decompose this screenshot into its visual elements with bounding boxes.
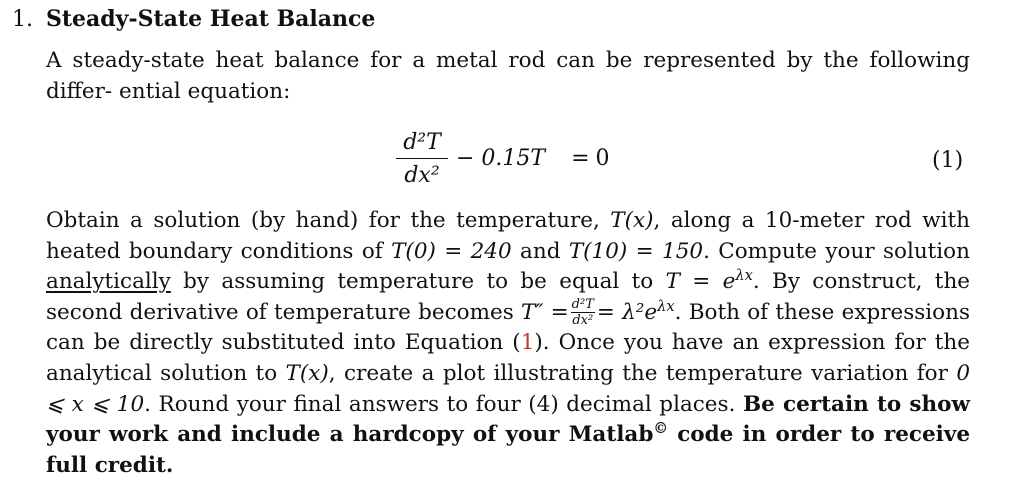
math-superscript: λx bbox=[657, 297, 675, 315]
text-run: and bbox=[511, 238, 569, 264]
second-derivative-fraction bbox=[396, 130, 448, 189]
text-run: , along a 10-meter rod with heated boundary conditions of bbox=[46, 208, 971, 264]
intro-paragraph: A steady-state heat balance for a metal rod can be represented by the following differ- ential equation: bbox=[46, 48, 970, 104]
inline-fraction-numerator: d²T bbox=[571, 297, 594, 313]
text-run: ). Once you have an expression for the analytical solution to bbox=[46, 330, 970, 386]
math-inline: 0 ⩽ x ⩽ 10 bbox=[46, 360, 970, 417]
text-run: , create a plot illustrating the temperature variation for bbox=[328, 360, 957, 386]
text-run: . Both of these expressions can be directly substituted into Equation ( bbox=[46, 299, 970, 356]
inline-fraction bbox=[571, 298, 595, 327]
section-title: Steady-State Heat Balance bbox=[46, 6, 376, 32]
math-inline: T(x) bbox=[285, 360, 329, 386]
equation-equals: = bbox=[571, 146, 590, 171]
copyright-mark: © bbox=[653, 420, 668, 437]
fraction-numerator: d²T bbox=[396, 130, 448, 159]
equation-number: (1) bbox=[932, 148, 964, 173]
math-inline: T(0) = 240 bbox=[391, 238, 512, 264]
underlined-word: analytically bbox=[46, 269, 171, 295]
math-inline: T = e bbox=[665, 269, 736, 295]
text-run: . Compute your solution bbox=[703, 238, 970, 264]
math-superscript: λx bbox=[735, 267, 753, 285]
text-run: by assuming temperature to be equal to bbox=[170, 269, 666, 295]
text-run: . Round your final answers to four (4) decimal places. bbox=[144, 391, 743, 417]
bold-instruction: Be certain to show your work and include a hardcopy of your Matlab bbox=[46, 391, 971, 448]
problem-paragraph bbox=[46, 206, 970, 481]
equation-remainder bbox=[456, 146, 616, 172]
bold-instruction-end: code in order to receive full credit. bbox=[46, 422, 970, 478]
section-number: 1. bbox=[12, 7, 33, 32]
inline-fraction-denominator: dx² bbox=[572, 313, 594, 329]
equation-term: − 0.15T bbox=[456, 146, 546, 171]
math-inline: = λ²e bbox=[596, 299, 658, 325]
section-heading bbox=[12, 6, 375, 33]
text-run: . By construct, the second derivative of temperature becomes bbox=[46, 269, 971, 325]
equation-rhs: 0 bbox=[595, 146, 610, 171]
math-inline: T(x) bbox=[610, 208, 654, 233]
math-inline: T″ = bbox=[521, 299, 569, 325]
equation-reference-link[interactable]: 1 bbox=[520, 330, 535, 356]
fraction-denominator: dx² bbox=[404, 163, 440, 188]
text-run: Obtain a solution (by hand) for the temperature, bbox=[46, 208, 611, 233]
math-inline: T(10) = 150 bbox=[568, 238, 704, 264]
